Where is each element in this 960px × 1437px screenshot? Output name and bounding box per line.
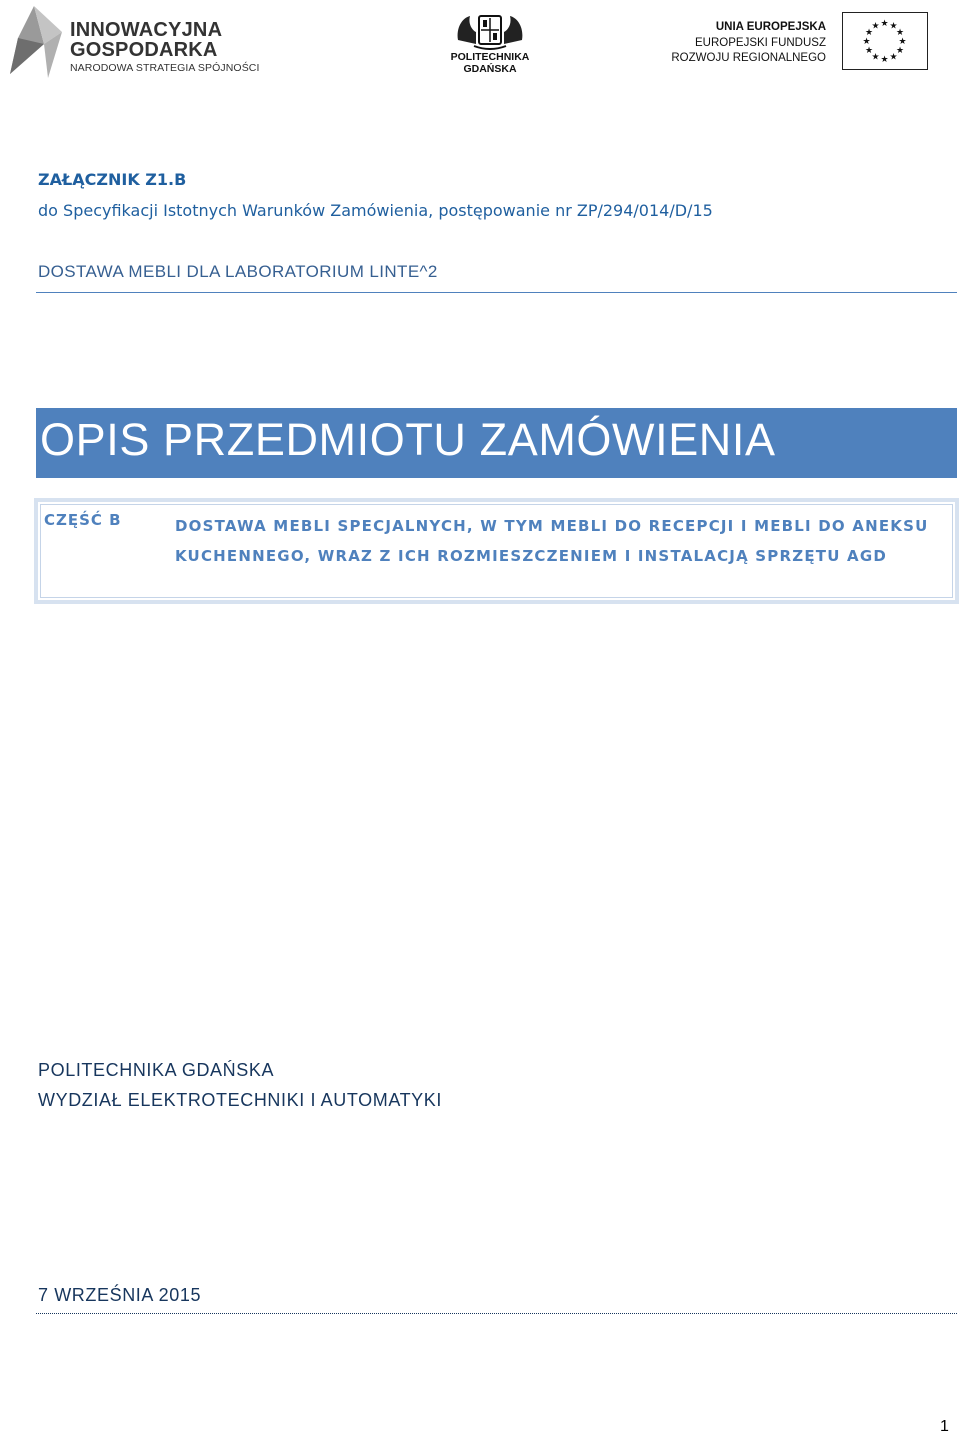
pg-line2: GDAŃSKA (463, 63, 517, 75)
unia-europejska-logo (671, 12, 930, 74)
svg-text:★: ★ (889, 21, 898, 32)
ue-title: UNIA EUROPEJSKA (715, 21, 826, 33)
date-divider (36, 1313, 957, 1314)
eu-flag-icon (842, 12, 928, 70)
title-banner (36, 408, 957, 478)
svg-text:★: ★ (864, 46, 874, 56)
organization-name: POLITECHNIKA GDAŃSKA (38, 1060, 275, 1080)
svg-text:★: ★ (862, 37, 871, 47)
svg-text:★: ★ (889, 52, 898, 63)
svg-text:★: ★ (895, 28, 905, 38)
page-number: 1 (940, 1418, 949, 1435)
ig-emblem-icon (4, 4, 64, 80)
faculty-name: WYDZIAŁ ELEKTROTECHNIKI I AUTOMATYKI (38, 1090, 442, 1110)
subject-divider (36, 292, 957, 293)
part-description: DOSTAWA MEBLI SPECJALNYCH, W TYM MEBLI DO RECEPCJI I MEBLI DO ANEKSU KUCHENNEGO, WRAZ Z ICH ROZMIESZCZENIEM I INSTALACJĄ SPRZĘTU AGD (175, 517, 929, 565)
eu-stars-icon (843, 13, 926, 68)
specification-reference: do Specyfikacji Istotnych Warunków Zamówienia, postępowanie nr ZP/294/014/D/15 (38, 201, 713, 220)
innowacyjna-gospodarka-logo (4, 0, 260, 80)
part-label: CZĘŚĆ B (44, 511, 122, 529)
svg-text:★: ★ (880, 19, 889, 29)
ig-name (70, 20, 222, 60)
document-title: OPIS PRZEDMIOTU ZAMÓWIENIA (40, 414, 776, 465)
svg-text:★: ★ (871, 21, 880, 32)
svg-text:★: ★ (898, 37, 907, 47)
subject-heading: DOSTAWA MEBLI DLA LABORATORIUM LINTE^2 (38, 262, 438, 281)
pg-crest-icon (454, 10, 526, 50)
svg-text:★: ★ (880, 55, 889, 65)
ig-subtitle: NARODOWA STRATEGIA SPÓJNOŚCI (70, 62, 260, 74)
pg-name (444, 51, 536, 75)
ue-line2: EUROPEJSKI FUNDUSZ (695, 37, 826, 49)
ue-line3: ROZWOJU REGIONALNEGO (671, 52, 826, 64)
ig-line1: INNOWACYJNA (70, 19, 223, 41)
svg-text:★: ★ (895, 46, 905, 56)
annex-label: ZAŁĄCZNIK Z1.B (38, 170, 187, 189)
ig-line2: GOSPODARKA (70, 39, 218, 61)
document-date: 7 WRZEŚNIA 2015 (38, 1285, 202, 1305)
politechnika-gdanska-logo (444, 10, 536, 80)
svg-text:★: ★ (871, 52, 880, 63)
pg-line1: POLITECHNIKA (450, 51, 530, 63)
svg-text:★: ★ (864, 28, 874, 38)
